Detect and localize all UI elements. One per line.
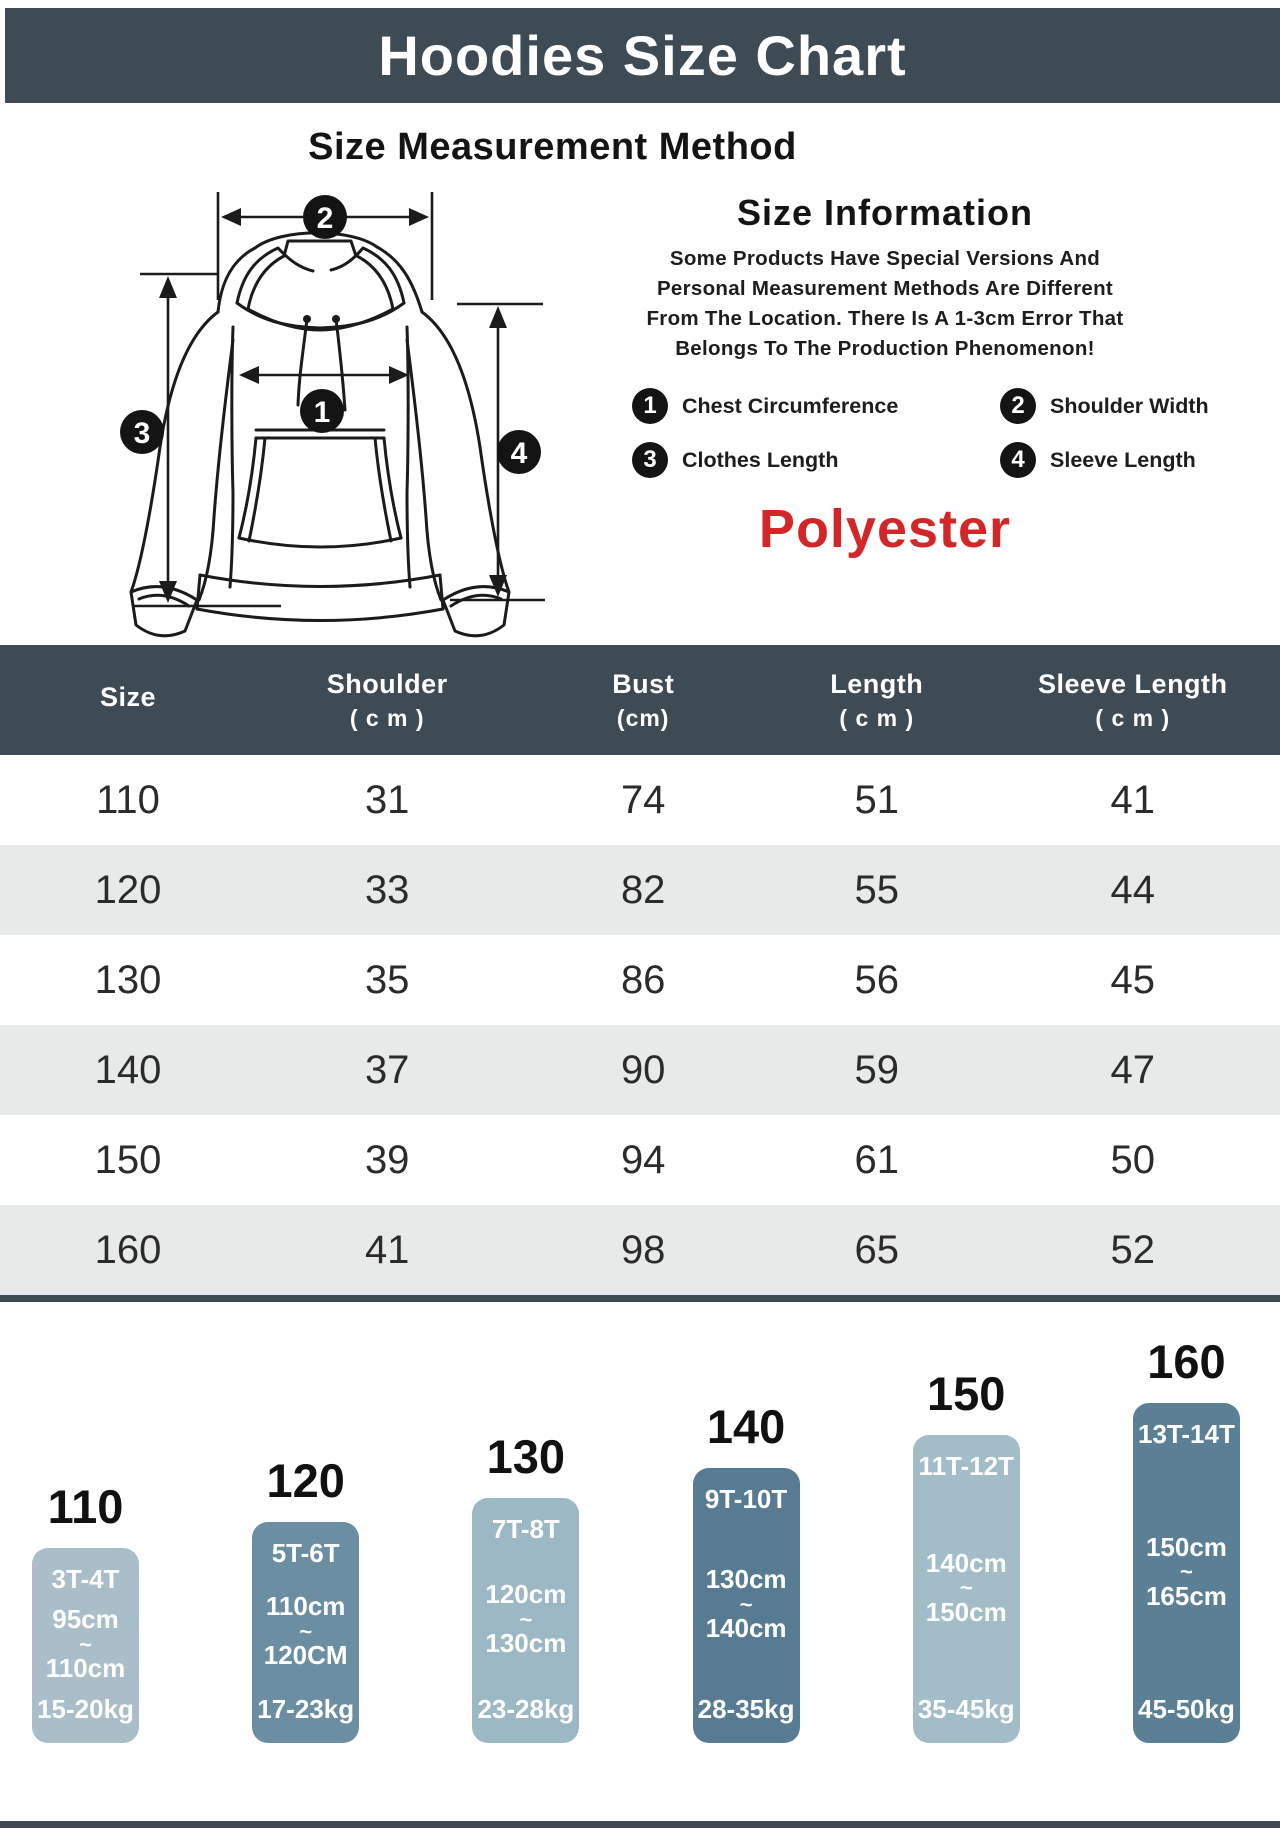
bar-age-range: 3T-4T — [51, 1564, 120, 1594]
legend-item-chest-circumference — [632, 388, 1000, 424]
info-line-4: Belongs To The Production Phenomenon! — [675, 337, 1095, 360]
size-table-header — [0, 645, 1280, 755]
bar-age-range: 11T-12T — [918, 1451, 1014, 1481]
legend-4-badge: 4 — [1000, 442, 1036, 478]
table-row-120 — [0, 845, 1280, 935]
bar-age-range: 5T-6T — [271, 1538, 340, 1568]
size-bar-150 — [913, 1435, 1020, 1743]
size-bar-110 — [32, 1548, 139, 1743]
table-row-150 — [0, 1115, 1280, 1205]
size-bar-group-120 — [252, 1453, 359, 1743]
bust-cell: 90 — [620, 1047, 666, 1092]
sleeve-cell: 44 — [1110, 867, 1156, 912]
bar-size-label: 160 — [1147, 1335, 1226, 1388]
bust-cell: 86 — [620, 957, 666, 1002]
bar-size-label: 150 — [927, 1367, 1006, 1420]
measurement-legend — [560, 388, 1210, 478]
legend-1-label: Chest Circumference — [682, 393, 899, 418]
size-cell: 150 — [94, 1137, 162, 1182]
bar-weight-range: 23-28kg — [477, 1693, 575, 1724]
size-bar-120 — [252, 1522, 359, 1743]
chest-circumference-arrow — [239, 366, 409, 433]
length-cell: 55 — [854, 867, 900, 912]
size-cell: 110 — [96, 777, 160, 822]
material-label: Polyester — [758, 499, 1012, 559]
shoulder-cell: 37 — [364, 1047, 410, 1092]
size-cell: 120 — [94, 867, 162, 912]
bust-cell: 82 — [620, 867, 666, 912]
length-cell: 61 — [854, 1137, 900, 1182]
bar-height-range: 130cm ~ 140cm — [705, 1564, 787, 1644]
marker-4: 4 — [510, 437, 528, 470]
bar-age-range: 9T-10T — [704, 1484, 788, 1514]
size-information-text — [560, 244, 1210, 364]
bar-weight-range: 35-45kg — [917, 1693, 1015, 1724]
size-cell: 140 — [94, 1047, 162, 1092]
sleeve-cell: 50 — [1110, 1137, 1156, 1182]
bar-weight-range: 15-20kg — [37, 1693, 134, 1724]
length-cell: 51 — [854, 777, 900, 822]
page-title-banner — [5, 8, 1280, 103]
bar-age-range: 13T-14T — [1138, 1419, 1235, 1449]
legend-item-sleeve-length — [1000, 442, 1210, 478]
bar-size-label: 110 — [47, 1480, 124, 1533]
legend-4-label: Sleeve Length — [1050, 447, 1196, 472]
bar-height-range: 110cm ~ 120CM — [263, 1591, 348, 1671]
legend-2-badge: 2 — [1000, 388, 1036, 424]
size-bar-group-110 — [32, 1479, 139, 1743]
marker-2: 2 — [316, 202, 334, 235]
shoulder-cell: 35 — [364, 957, 410, 1002]
table-row-160 — [0, 1205, 1280, 1295]
size-information-title: Size Information — [736, 192, 1034, 233]
bust-cell: 94 — [620, 1137, 666, 1182]
table-row-110 — [0, 755, 1280, 845]
size-bar-group-150 — [913, 1366, 1020, 1743]
size-table — [0, 645, 1280, 1302]
legend-3-badge: 3 — [632, 442, 668, 478]
info-line-2: Personal Measurement Methods Are Different — [656, 277, 1114, 300]
shoulder-cell: 39 — [364, 1137, 410, 1182]
sleeve-length-arrow — [450, 304, 545, 600]
legend-item-clothes-length — [632, 442, 1000, 478]
size-cell: 160 — [94, 1227, 162, 1272]
legend-1-badge: 1 — [632, 388, 668, 424]
bar-weight-range: 17-23kg — [257, 1693, 355, 1724]
bar-height-range: 95cm ~ 110cm — [45, 1604, 126, 1684]
shoulder-cell: 33 — [364, 867, 410, 912]
size-bars-row — [0, 1302, 1280, 1743]
legend-2-label: Shoulder Width — [1050, 393, 1209, 418]
column-header-bust: Bust (cm) — [612, 668, 675, 731]
legend-item-shoulder-width — [1000, 388, 1210, 424]
bar-height-range: 120cm ~ 130cm — [485, 1579, 567, 1659]
column-header-length: Length ( c m ) — [830, 668, 924, 731]
hoodie-line-drawing-svg — [85, 162, 545, 642]
shoulder-cell: 31 — [364, 777, 410, 822]
size-cell: 130 — [94, 957, 162, 1002]
column-header-size: Size — [99, 682, 157, 712]
shoulder-cell: 41 — [364, 1227, 410, 1272]
marker-1: 1 — [313, 396, 331, 429]
length-cell: 59 — [854, 1047, 900, 1092]
bar-age-range: 7T-8T — [491, 1514, 560, 1544]
bar-size-label: 140 — [706, 1400, 786, 1453]
sleeve-cell: 41 — [1110, 777, 1156, 822]
size-bar-group-130 — [472, 1429, 579, 1743]
bust-cell: 98 — [620, 1227, 666, 1272]
bar-size-label: 130 — [486, 1430, 566, 1483]
bar-size-label: 120 — [266, 1454, 345, 1507]
size-bar-140 — [693, 1468, 800, 1743]
method-title: Size Measurement Method — [308, 126, 797, 168]
size-bar-group-160 — [1133, 1334, 1240, 1743]
sleeve-cell: 52 — [1110, 1227, 1156, 1272]
bar-height-range: 140cm ~ 150cm — [925, 1547, 1007, 1627]
marker-3: 3 — [133, 417, 151, 450]
bottom-border — [0, 1821, 1280, 1828]
legend-3-label: Clothes Length — [682, 447, 839, 472]
table-row-130 — [0, 935, 1280, 1025]
size-bar-group-140 — [693, 1399, 800, 1743]
size-information-section — [560, 192, 1210, 560]
size-bars-section — [0, 1302, 1280, 1829]
length-cell: 56 — [854, 957, 900, 1002]
sleeve-cell: 47 — [1110, 1047, 1156, 1092]
length-cell: 65 — [854, 1227, 900, 1272]
size-bar-160 — [1133, 1403, 1240, 1743]
info-line-3: From The Location. There Is A 1-3cm Error That — [646, 307, 1124, 330]
bar-weight-range: 45-50kg — [1138, 1693, 1235, 1724]
bust-cell: 74 — [620, 777, 666, 822]
page-title: Hoodies Size Chart — [378, 24, 907, 87]
table-row-140 — [0, 1025, 1280, 1115]
bar-weight-range: 28-35kg — [697, 1693, 795, 1724]
column-header-sleeve-length: Sleeve Length ( c m ) — [1037, 668, 1228, 731]
shoulder-width-arrow — [218, 192, 432, 300]
bar-height-range: 150cm ~ 165cm — [1145, 1531, 1227, 1611]
sleeve-cell: 45 — [1110, 957, 1156, 1002]
size-bar-130 — [472, 1498, 579, 1743]
hoodie-measurement-diagram — [85, 162, 545, 642]
info-line-1: Some Products Have Special Versions And — [669, 247, 1101, 270]
column-header-shoulder: Shoulder ( c m ) — [326, 668, 448, 731]
